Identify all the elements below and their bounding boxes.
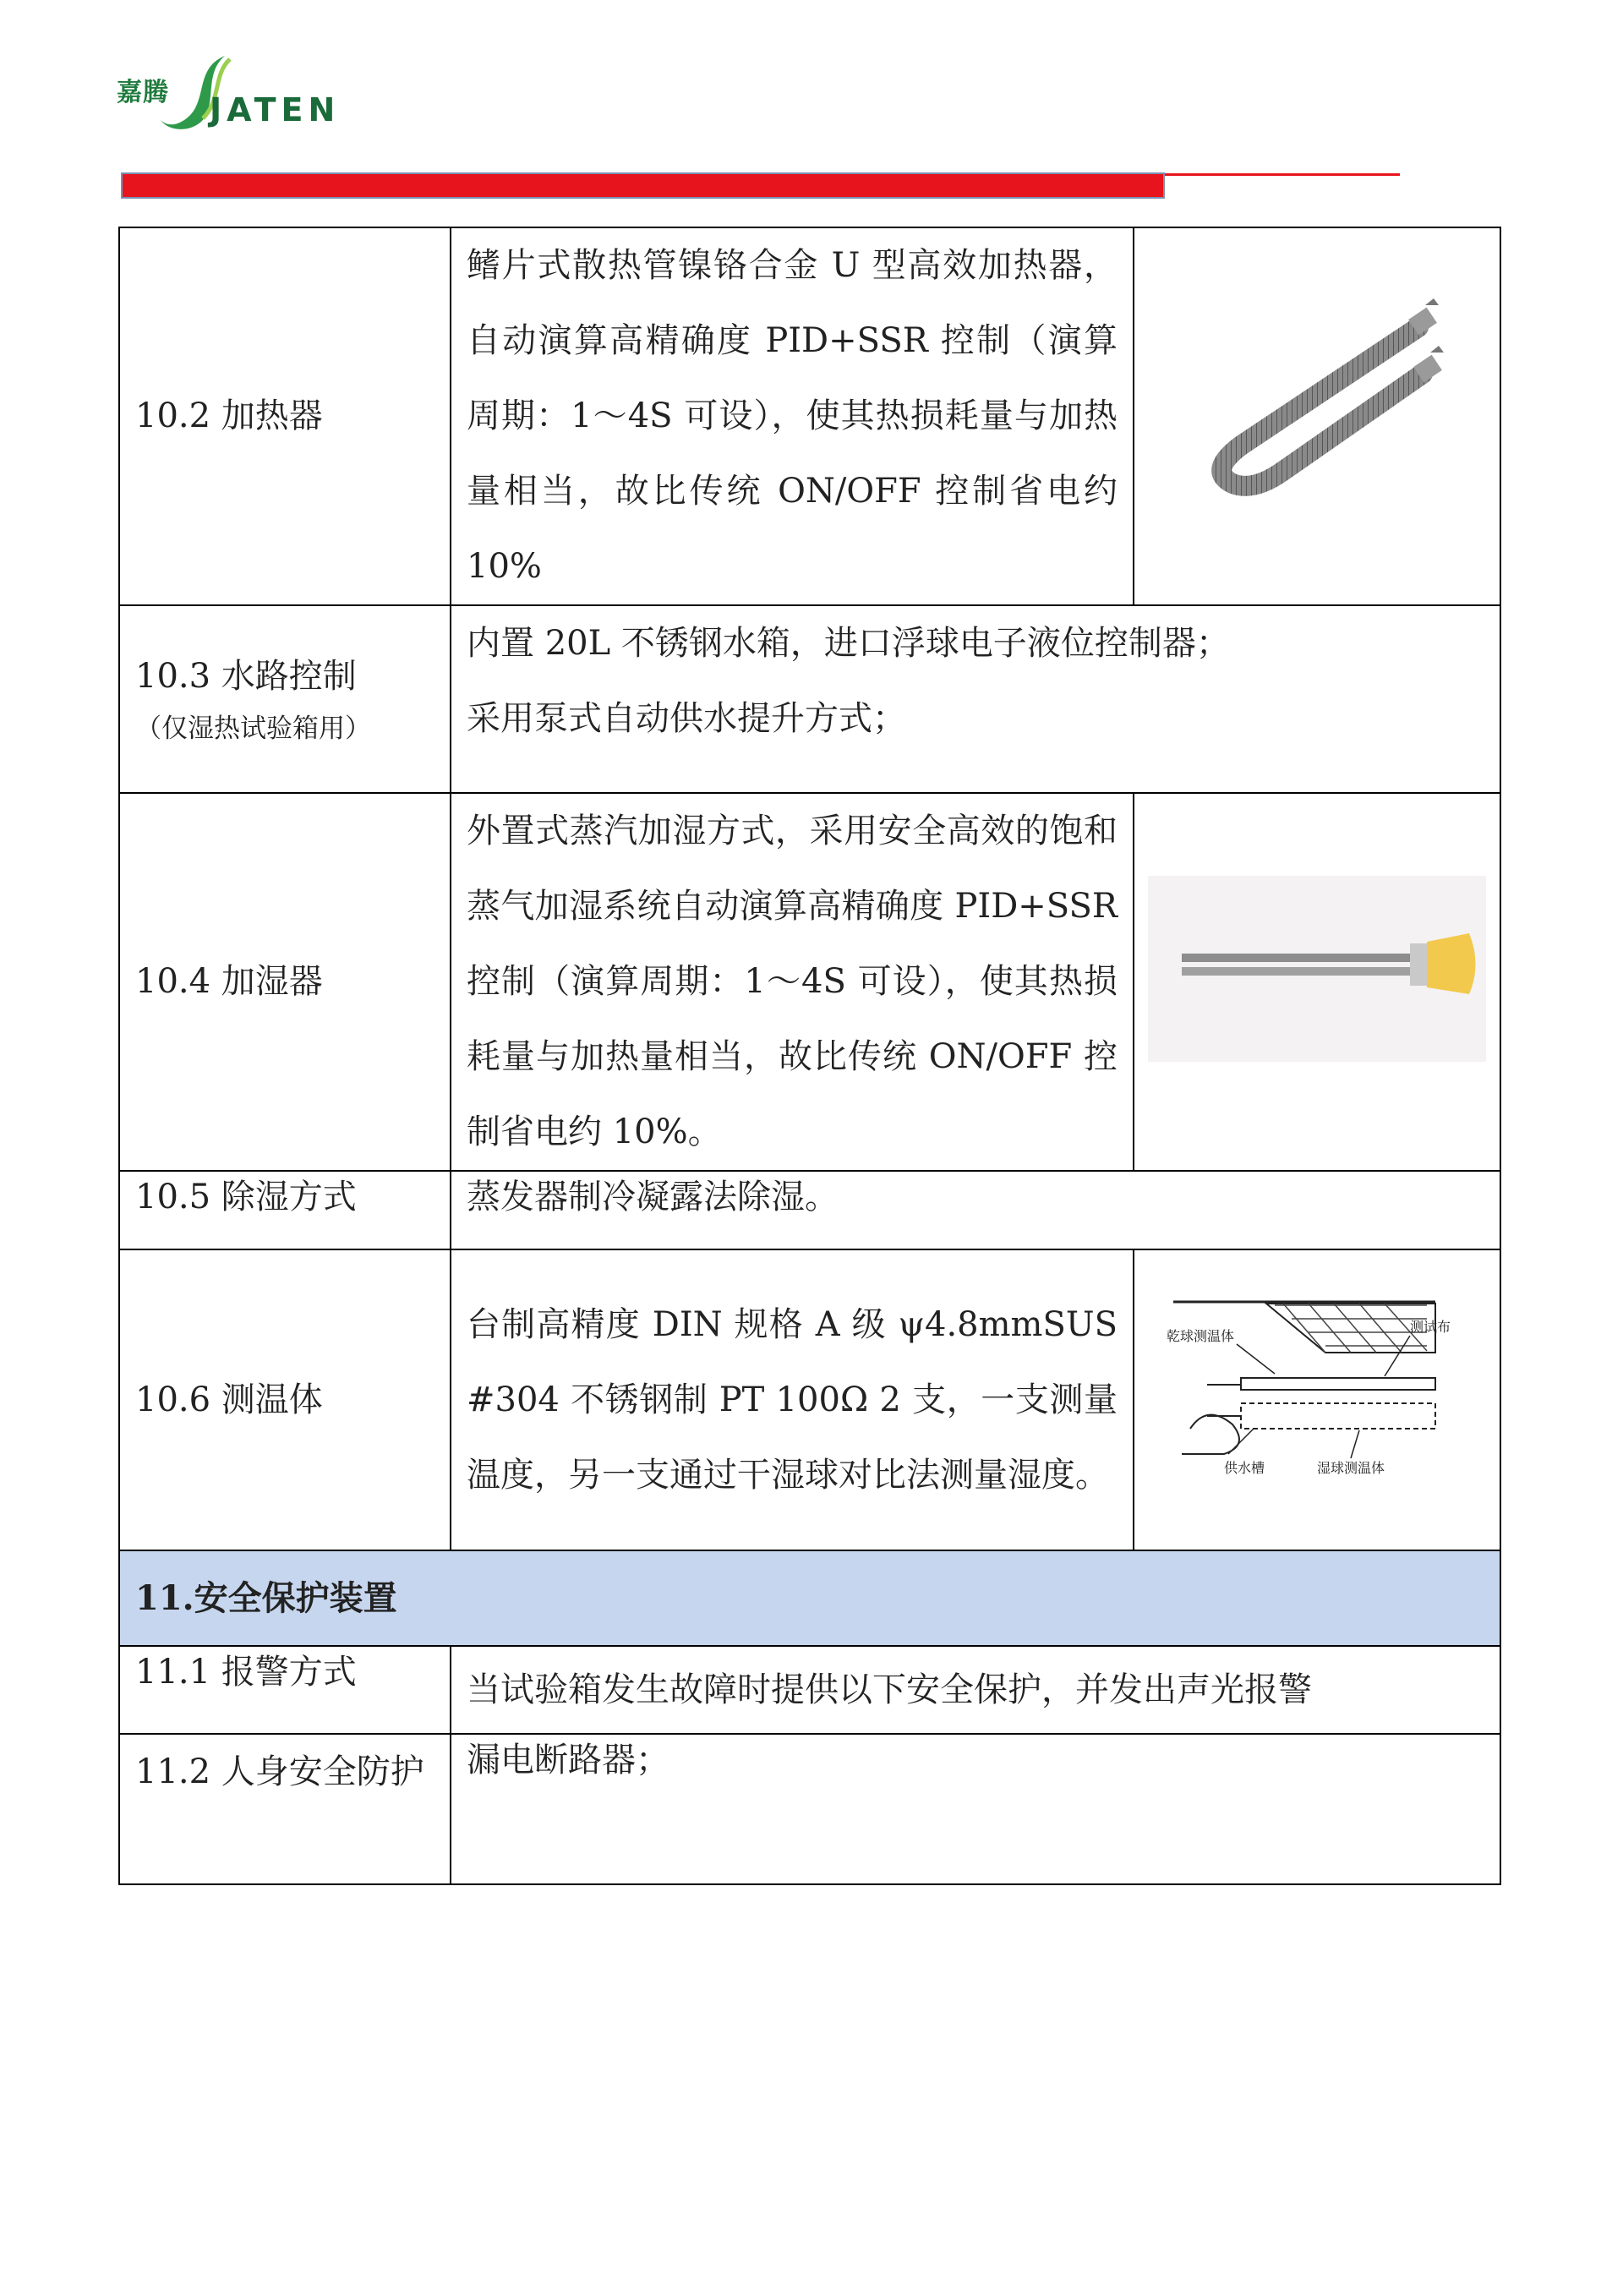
- sensor-diagram-cell: [1134, 1249, 1500, 1550]
- humidifier-tube-image: [1148, 876, 1486, 1062]
- header-red-line: [1165, 173, 1400, 176]
- row-label: 10.3 水路控制: [135, 657, 357, 696]
- row-label: 10.6 测温体: [119, 1249, 451, 1550]
- row-desc-line: 内置 20L 不锈钢水箱，进口浮球电子液位控制器；: [467, 624, 1230, 663]
- row-label: 10.2 加热器: [119, 227, 451, 605]
- header-red-bar: [121, 172, 1165, 199]
- logo-chinese-text: 嘉腾: [117, 78, 169, 107]
- heater-photo-cell: [1134, 227, 1500, 605]
- table-row: [119, 1646, 1500, 1734]
- row-desc: 台制高精度 DIN 规格 A 级 ψ4.8mmSUS #304 不锈钢制 PT 100Ω 2 支，一支测量温度，另一支通过干湿球对比法测量湿度。: [451, 1249, 1134, 1550]
- table-row: [119, 605, 1500, 793]
- u-shaped-heater-image: [1190, 293, 1444, 513]
- row-desc: 鳍片式散热管镍铬合金 U 型高效加热器，自动演算高精确度 PID+SSR 控制（演算周期：1～4S 可设），使其热损耗量与加热量相当，故比传统 ON/OFF 控制省电约 10%: [451, 227, 1134, 605]
- table-row: [119, 227, 1500, 605]
- row-desc: 外置式蒸汽加湿方式，采用安全高效的饱和蒸气加湿系统自动演算高精确度 PID+SSR 控制（演算周期：1～4S 可设），使其热损耗量与加热量相当，故比传统 ON/OFF 控制省电约 10%。: [451, 793, 1134, 1171]
- company-logo: [117, 52, 341, 145]
- row-label-cell: [119, 605, 451, 793]
- dry-bulb-label: 乾球测温体: [1167, 1328, 1235, 1344]
- row-desc-cell: [451, 605, 1500, 793]
- spec-table: [118, 227, 1501, 1885]
- row-label: 10.5 除湿方式: [119, 1171, 451, 1249]
- row-desc: 蒸发器制冷凝露法除湿。: [451, 1171, 1500, 1249]
- logo-english-text: JATEN: [210, 91, 341, 128]
- row-desc-line: 采用泵式自动供水提升方式；: [467, 699, 906, 738]
- humidifier-photo-cell: [1134, 793, 1500, 1171]
- table-row: [119, 1734, 1500, 1884]
- row-label: 10.4 加湿器: [119, 793, 451, 1171]
- dry-wet-bulb-diagram: [1156, 1285, 1478, 1488]
- table-row: [119, 1249, 1500, 1550]
- table-row: [119, 793, 1500, 1171]
- row-desc: 漏电断路器；: [451, 1734, 1500, 1884]
- row-desc: 当试验箱发生故障时提供以下安全保护，并发出声光报警: [451, 1646, 1500, 1734]
- table-row: [119, 1171, 1500, 1249]
- row-label: 11.2 人身安全防护: [119, 1734, 451, 1884]
- cloth-label: 测试布: [1410, 1319, 1451, 1335]
- section-title: 11.安全保护装置: [119, 1550, 1500, 1646]
- water-tank-label: 供水槽: [1224, 1460, 1265, 1476]
- row-sub-label: （仅湿热试验箱用）: [135, 713, 371, 744]
- section-header-row: [119, 1550, 1500, 1646]
- row-label: 11.1 报警方式: [119, 1646, 451, 1734]
- wet-bulb-label: 湿球测温体: [1317, 1460, 1385, 1476]
